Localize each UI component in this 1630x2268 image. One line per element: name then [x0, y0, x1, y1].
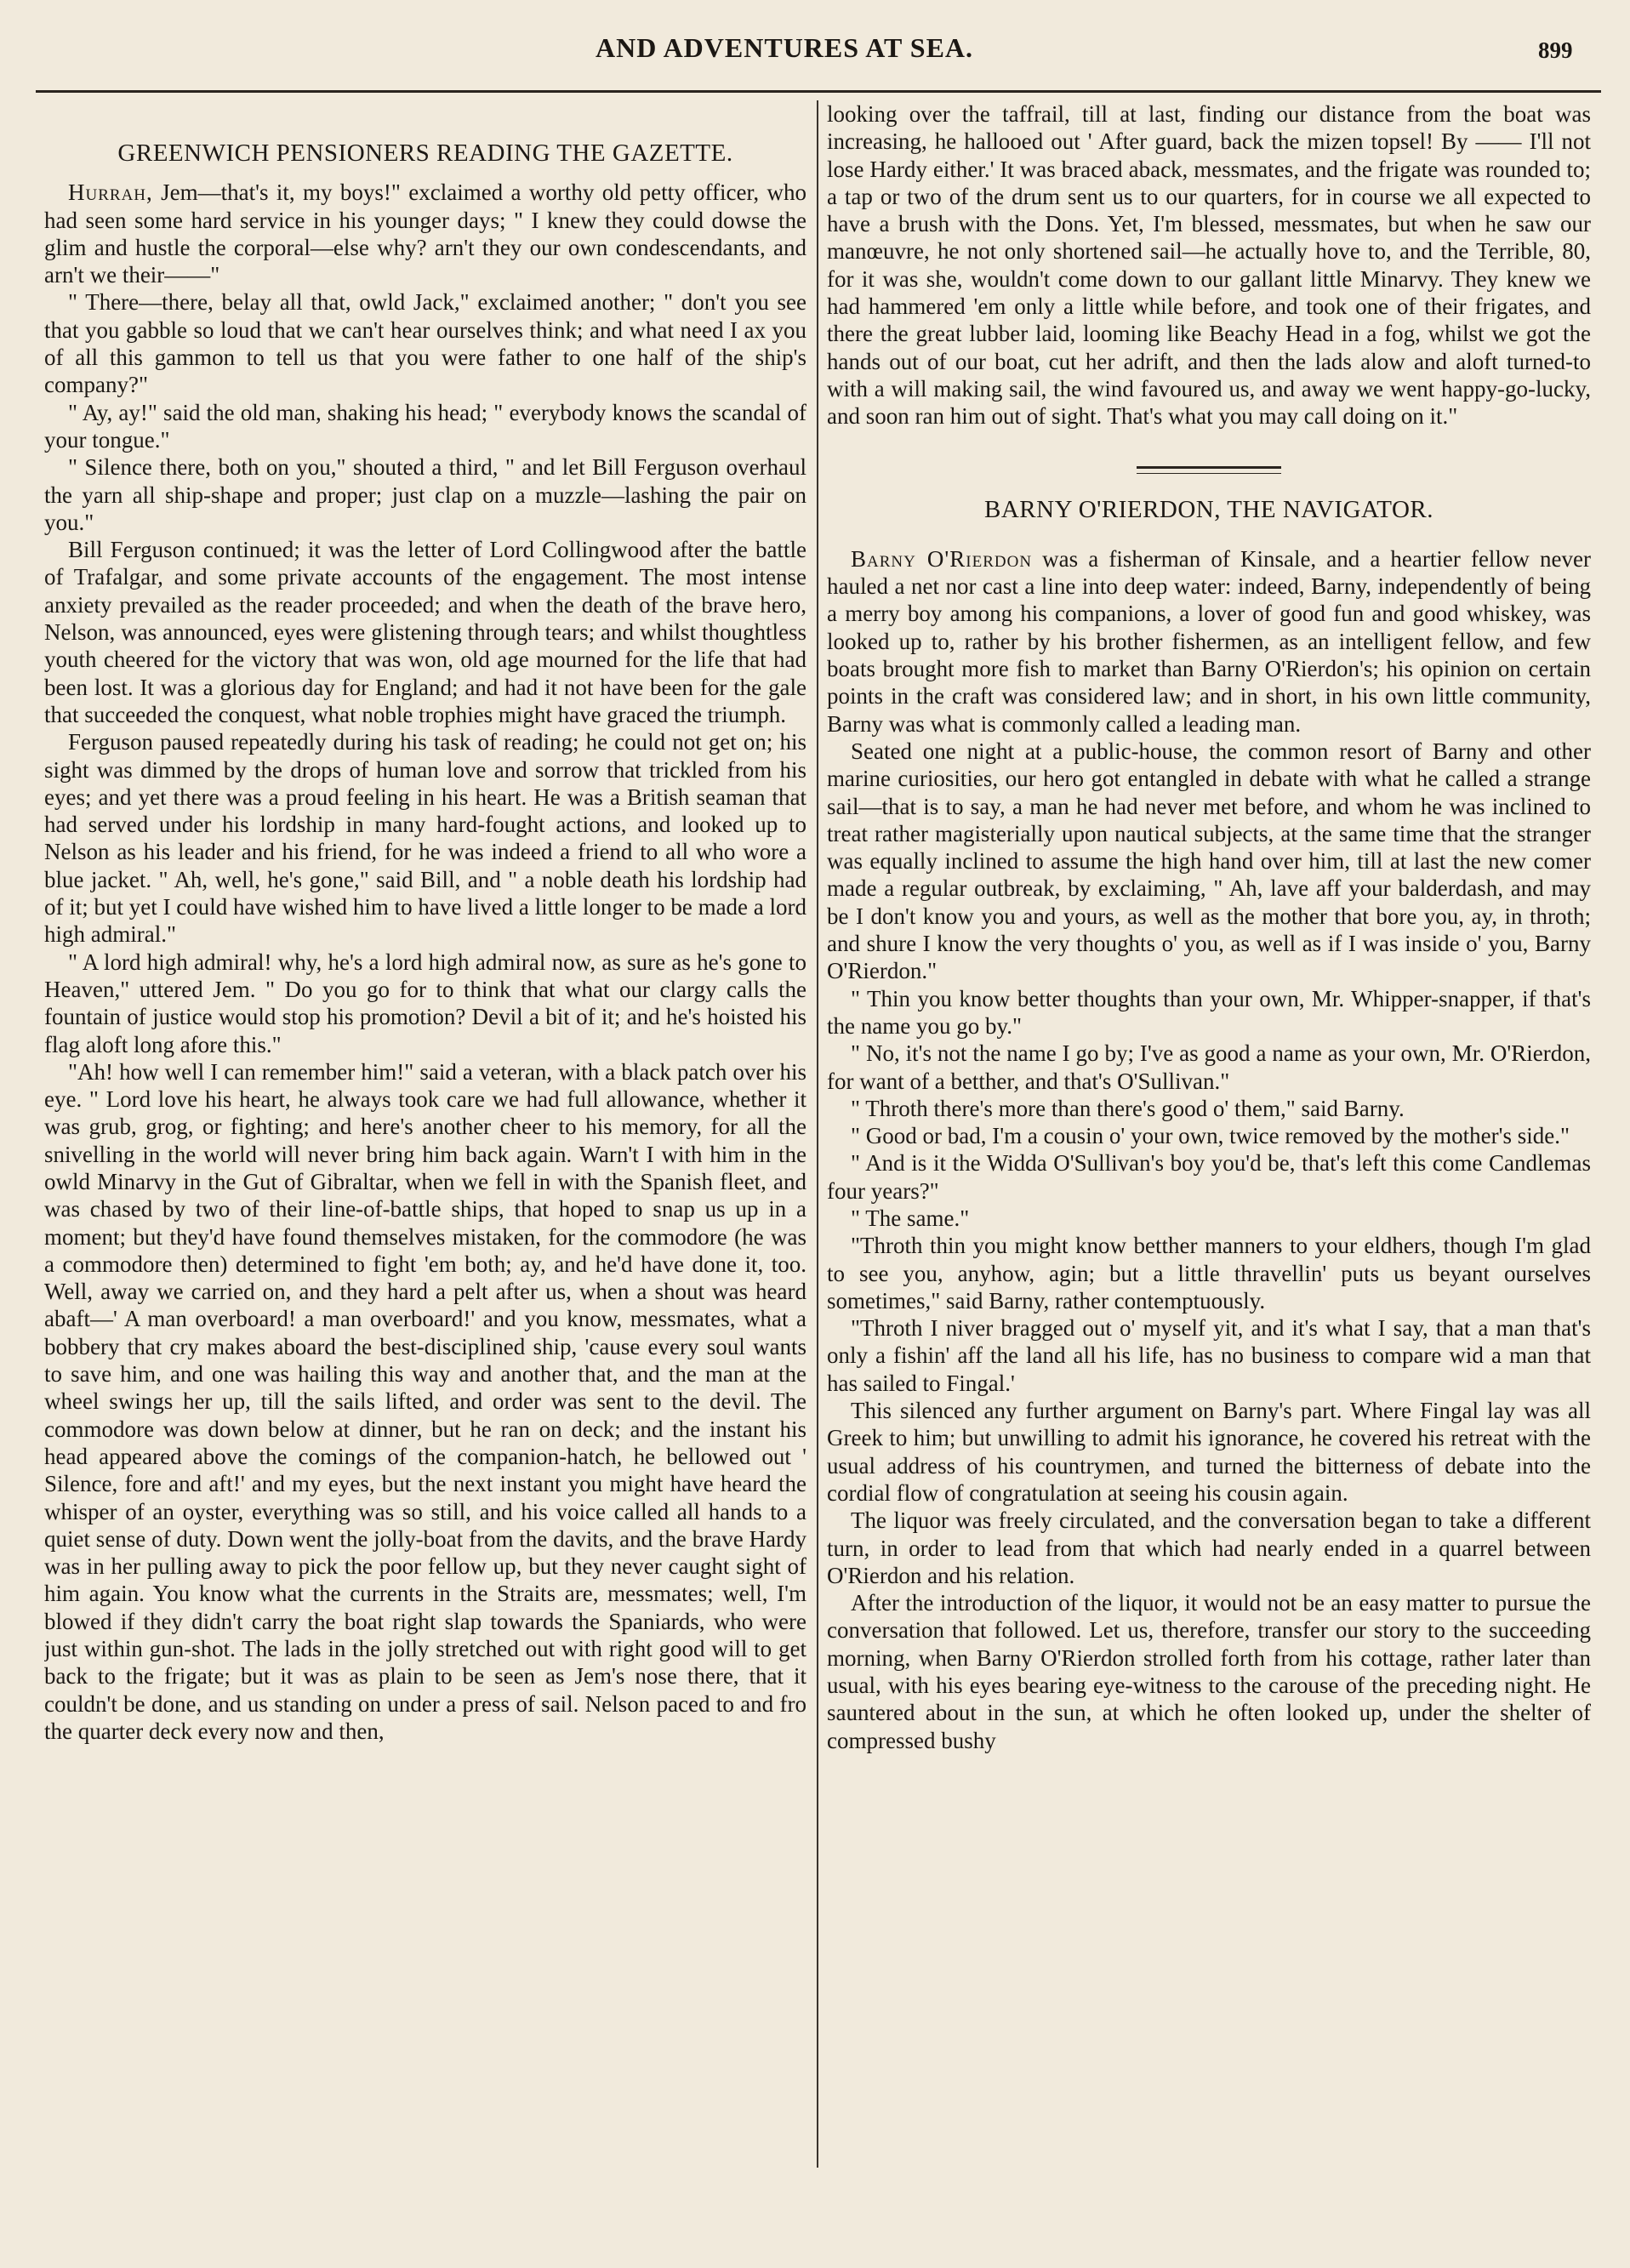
paragraph — [827, 545, 1591, 738]
column-rule — [817, 100, 818, 2168]
article-title-barny: BARNY O'RIERDON, THE NAVIGATOR. — [984, 495, 1433, 523]
page-number: 899 — [1538, 37, 1573, 63]
header-rule — [36, 90, 1601, 93]
paragraph: This silenced any further argument on Barny's part. Where Fingal lay was all Greek to him; but unwilling to admit his ignorance, he covered his retreat with the usual address of his countrymen, and turned the bitterness of debate into the cordial flow of congratulation at seeing his cousin again. — [827, 1398, 1591, 1506]
paragraph: "Throth I niver bragged out o' myself yit, and it's what I say, that a man that's only a fishin' aff the land all his life, has no business to compare wid a man that has sailed to Fingal.' — [827, 1315, 1591, 1396]
paragraph: "Throth thin you might know betther manners to your eldhers, though I'm glad to see you, anyhow, agin; but a little thravellin' puts us beyant ourselves sometimes," said Barny, rather contemptuously. — [827, 1233, 1591, 1314]
paragraph: " The same." — [851, 1205, 970, 1231]
paragraph: "Ah! how well I can remember him!" said a veteran, with a black patch over his eye. " Lord love his heart, he always took care we had full allowance, whether it was grub, grog, or fighting; and here's another cheer to his memory, for all the snivelling in the world will never bring him back again. Warn't I with him in the owld Minarvy in the Gut of Gibraltar, when we fell in with the Spanish fleet, and was chased by two of their line-of-battle ships, that hoped to snap us up in a moment; but they'd have found themselves mistaken, for the commodore (he was a commodore then) determined to fight 'em both; ay, and he'd have done it, too. Well, away we carried on, and they hard a pelt after us, when a shout was heard abaft—' A man overboard! a man overboard!' and you know, messmates, what a bobbery that cry makes aboard the best-disciplined ship, 'cause every soul wants to save him, and one was hailing this way and another that, and the man at the wheel swings her up, till the sails lifted, and order was sent to the devil. The commodore was down below at dinner, but he ran on deck; and the instant his head appeared above the comings of the companion-hatch, he bellowed out ' Silence, fore and aft!' and my eyes, but the next instant you might have heard the whisper of an oyster, everything was so still, and his voice called all hands to a quiet sense of duty. Down went the jolly-boat from the davits, and the brave Hardy was in her pulling away to pick the poor fellow up, but they never caught sight of him again. You know what the currents in the Straits are, messmates; well, I'm blowed if they didn't carry the boat right slap towards the Spaniards, who were just within gun-shot. The lads in the jolly stretched out with right good will to get back to the frigate; but it was as plain to be seen as Jem's nose there, that it couldn't be done, and us standing on under a press of sail. Nelson paced to and fro the quarter deck every now and then, — [44, 1058, 806, 1744]
lead-word: Barny O'Rierdon — [851, 545, 1033, 572]
paragraph-text: was a fisherman of Kinsale, and a heartier fellow never hauled a net nor cast a line into deep water: indeed, Barny, independently of being a merry boy among his companions, a lover of good fun and good whiskey, was looked up to, rather by his brother fishermen, as an intelligent fellow, and few boats brought more fish to market than Barny O'Rierdon's; his opinion on certain points in the craft was considered law; and in short, in his own little community, Barny was what is commonly called a leading man. — [827, 545, 1591, 737]
paragraph: Seated one night at a public-house, the common resort of Barny and other marine curiosities, our hero got entangled in debate with what he called a strange sail—that is to say, a man he had never met before, and whom he was inclined to treat rather magisterially upon nautical subjects, at the same time that the stranger was equally inclined to assume the high hand over him, till at last the new comer made a regular outbreak, by exclaiming, " Ah, lave aff your balderdash, and may be I don't know you and yours, as well as the mother that bore you, ay, in throth; and shure I know the very thoughts o' you, as well as if I was inside o' you, Barny O'Rierdon." — [827, 738, 1591, 984]
paragraph: " Silence there, both on you," shouted a third, " and let Bill Ferguson overhaul the yarn all ship-shape and proper; just clap on a muzzle—lashing the pair on you." — [44, 454, 806, 535]
running-title: AND ADVENTURES AT SEA. — [596, 32, 974, 63]
paragraph: " Good or bad, I'm a cousin o' your own, twice removed by the mother's side." — [851, 1123, 1570, 1149]
left-column — [44, 100, 806, 2176]
paragraph: " A lord high admiral! why, he's a lord high admiral now, as sure as he's gone to Heaven," uttered Jem. " Do you go for to think that what our clargy calls the fountain of justice would stop his promotion? Devil a bit of it; and he's hoisted his flag aloft long afore this." — [44, 949, 806, 1057]
paragraph: " No, it's not the name I go by; I've as good a name as your own, Mr. O'Rierdon, for want of a betther, and that's O'Sullivan." — [827, 1040, 1591, 1094]
paragraph: Bill Ferguson continued; it was the letter of Lord Collingwood after the battle of Trafalgar, and some private accounts of the engagement. The most intense anxiety prevailed as the reader proceeded; and when the death of the brave hero, Nelson, was announced, eyes were glistening through tears; and whilst thoughtless youth cheered for the victory that was won, old age mourned for the life that had been lost. It was a glorious day for England; and had it not have been for the gale that succeeded the conquest, what noble trophies might have graced the triumph. — [44, 537, 806, 727]
paragraph: " And is it the Widda O'Sullivan's boy you'd be, that's left this come Candlemas four years?" — [827, 1150, 1591, 1204]
lead-word: Hurrah, — [68, 180, 153, 206]
right-column — [827, 100, 1591, 2176]
paragraph-continuation: looking over the taffrail, till at last, finding our distance from the boat was increasing, he hallooed out ' After guard, back the mizen topsel! By —— I'll not lose Hardy either.' It was braced aback, messmates, and the frigate was rounded to; a tap or two of the drum sent us to our quarters, for in course we all expected to have a brush with the Dons. Yet, I'm blessed, messmates, but when he saw our manœuvre, he not only shortened sail—he actually hove to, and the Terrible, 80, for it was she, wouldn't come down to our gallant little Minarvy. They knew we had hammered 'em only a little while before, and took one of their frigates, and there the great lubber laid, looming like Beachy Head in a fog, whilst we got the hands out of our boat, cut her adrift, and then the lads alow and aloft turned-to with a will making sail, the wind favoured us, and away we went happy-go-lucky, and soon ran him out of sight. That's what you may call doing on it." — [827, 101, 1591, 430]
paragraph: " Ay, ay!" said the old man, shaking his head; " everybody knows the scandal of your tongue." — [44, 399, 806, 453]
paragraph: After the introduction of the liquor, it would not be an easy matter to pursue the conversation that followed. Let us, therefore, transfer our story to the succeeding morning, when Barny O'Rierdon strolled forth from his cottage, rather later than usual, with his eyes bearing eye-witness to the carouse of the preceding night. He sauntered about in the sun, at which he often looked up, under the shelter of compressed bushy — [827, 1590, 1591, 1753]
paragraph: " Thin you know better thoughts than your own, Mr. Whipper-snapper, if that's the name you go by." — [827, 985, 1591, 1039]
paragraph: " Throth there's more than there's good o' them," said Barny. — [851, 1095, 1405, 1121]
paragraph: Ferguson paused repeatedly during his task of reading; he could not get on; his sight was dimmed by the drops of human love and sorrow that trickled from his eyes; and yet there was a proud feeling in his heart. He was a British seaman that had served under his lordship in many hard-fought actions, and looked up to Nelson as his leader and his friend, for he was indeed a friend to all who wore a blue jacket. " Ah, well, he's gone," said Bill, and " a noble death his lordship had of it; but yet I could have wished him to have lived a little longer to be made a lord high admiral." — [44, 729, 806, 948]
paragraph: The liquor was freely circulated, and the conversation began to take a different turn, in order to lead from that which had nearly ended in a quarrel between O'Rierdon and his relation. — [827, 1507, 1591, 1588]
running-head — [0, 32, 1630, 75]
article-separator — [1137, 466, 1281, 474]
paragraph — [44, 179, 806, 288]
paragraph-text: Jem—that's it, my boys!" exclaimed a worthy old petty officer, who had seen some hard service in his younger days; " I knew they could dowse the glim and hustle the corporal—else why? arn't they our own condescendants, and arn't we their——" — [44, 180, 806, 288]
article-title-greenwich: GREENWICH PENSIONERS READING THE GAZETTE. — [117, 140, 733, 167]
paragraph: " There—there, belay all that, owld Jack," exclaimed another; " don't you see that you gabble so loud that we can't hear ourselves think; and what need I ax you of all this gammon to tell us that you were father to one half of the ship's company?" — [44, 289, 806, 398]
